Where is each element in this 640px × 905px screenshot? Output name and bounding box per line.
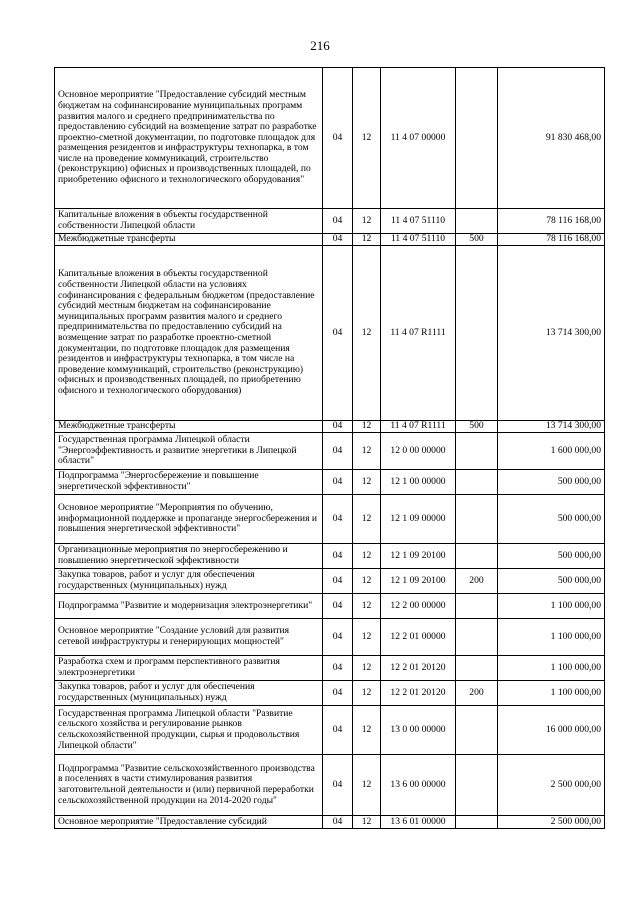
section-cell: 04 bbox=[323, 246, 353, 421]
amount-cell: 1 600 000,00 bbox=[498, 433, 605, 470]
row-name-cell: Капитальные вложения в объекты государственной собственности Липецкой области на условиях софинансирования с федеральным бюджетом (предоставление субсидий местным бюджетам на софинансирование муниципальных программ развития малого и среднего предпринимательства по предоставлению субсидий на возмещение затрат по разработке проектно-сметной документации, по подготовке площадок для размещения резидентов и инфраструктуры технопарка, в том числе на проведение коммуникаций, строительство (реконструкцию) офисных и производственных площадей, по приобретению офисного и технологического оборудования) bbox=[55, 246, 323, 421]
section-cell: 04 bbox=[323, 421, 353, 433]
target-article-cell: 12 2 00 00000 bbox=[381, 594, 456, 619]
subsection-cell: 12 bbox=[353, 234, 381, 246]
amount-cell: 500 000,00 bbox=[498, 569, 605, 594]
section-cell: 04 bbox=[323, 68, 353, 209]
subsection-cell: 12 bbox=[353, 619, 381, 656]
row-name-cell: Закупка товаров, работ и услуг для обеспечения государственных (муниципальных) нужд bbox=[55, 569, 323, 594]
table-row bbox=[55, 656, 605, 681]
section-cell: 04 bbox=[323, 544, 353, 569]
expense-type-cell bbox=[456, 470, 498, 495]
section-cell: 04 bbox=[323, 470, 353, 495]
row-name-cell: Разработка схем и программ перспективного развития электроэнергетики bbox=[55, 656, 323, 681]
row-name-cell: Основное мероприятие "Создание условий для развития сетевой инфраструктуры и генерирующих мощностей" bbox=[55, 619, 323, 656]
target-article-cell: 12 2 01 00000 bbox=[381, 619, 456, 656]
row-name-cell: Основное мероприятие "Предоставление субсидий местным бюджетам на софинансирование муниципальных программ развития малого и среднего предпринимательства по предоставлению субсидий на возмещение затрат по разработке проектно-сметной документации, по подготовке площадок для размещения резидентов и инфраструктуры технопарка, в том числе на проведение коммуникаций, строительство (реконструкцию) офисных и производственных площадей, по приобретению офисного и технологического оборудования" bbox=[55, 68, 323, 209]
row-name-cell: Межбюджетные трансферты bbox=[55, 421, 323, 433]
expense-type-cell bbox=[456, 246, 498, 421]
table-row bbox=[55, 495, 605, 544]
amount-cell: 13 714 300,00 bbox=[498, 421, 605, 433]
table-row bbox=[55, 544, 605, 569]
target-article-cell: 13 6 00 00000 bbox=[381, 755, 456, 816]
subsection-cell: 12 bbox=[353, 246, 381, 421]
table-row bbox=[55, 569, 605, 594]
expense-type-cell bbox=[456, 816, 498, 829]
amount-cell: 500 000,00 bbox=[498, 495, 605, 544]
table-row bbox=[55, 209, 605, 234]
table-row bbox=[55, 68, 605, 209]
target-article-cell: 11 4 07 00000 bbox=[381, 68, 456, 209]
table-row bbox=[55, 433, 605, 470]
section-cell: 04 bbox=[323, 209, 353, 234]
subsection-cell: 12 bbox=[353, 470, 381, 495]
subsection-cell: 12 bbox=[353, 433, 381, 470]
target-article-cell: 12 1 09 20100 bbox=[381, 569, 456, 594]
expense-type-cell bbox=[456, 544, 498, 569]
expense-type-cell: 500 bbox=[456, 421, 498, 433]
subsection-cell: 12 bbox=[353, 681, 381, 706]
amount-cell: 1 100 000,00 bbox=[498, 594, 605, 619]
expense-type-cell bbox=[456, 68, 498, 209]
table-row bbox=[55, 246, 605, 421]
subsection-cell: 12 bbox=[353, 706, 381, 755]
table-row bbox=[55, 619, 605, 656]
target-article-cell: 12 2 01 20120 bbox=[381, 656, 456, 681]
section-cell: 04 bbox=[323, 656, 353, 681]
expense-type-cell bbox=[456, 656, 498, 681]
subsection-cell: 12 bbox=[353, 755, 381, 816]
table-row bbox=[55, 755, 605, 816]
expense-type-cell bbox=[456, 706, 498, 755]
table-row bbox=[55, 234, 605, 246]
subsection-cell: 12 bbox=[353, 816, 381, 829]
section-cell: 04 bbox=[323, 755, 353, 816]
section-cell: 04 bbox=[323, 816, 353, 829]
target-article-cell: 12 1 09 00000 bbox=[381, 495, 456, 544]
section-cell: 04 bbox=[323, 433, 353, 470]
row-name-cell: Межбюджетные трансферты bbox=[55, 234, 323, 246]
expense-type-cell bbox=[456, 594, 498, 619]
section-cell: 04 bbox=[323, 594, 353, 619]
expense-type-cell bbox=[456, 755, 498, 816]
table-row bbox=[55, 816, 605, 829]
table-row bbox=[55, 681, 605, 706]
row-name-cell: Капитальные вложения в объекты государственной собственности Липецкой области bbox=[55, 209, 323, 234]
budget-table-body bbox=[55, 68, 605, 829]
target-article-cell: 11 4 07 51110 bbox=[381, 209, 456, 234]
section-cell: 04 bbox=[323, 681, 353, 706]
expense-type-cell bbox=[456, 433, 498, 470]
subsection-cell: 12 bbox=[353, 495, 381, 544]
expense-type-cell bbox=[456, 209, 498, 234]
subsection-cell: 12 bbox=[353, 569, 381, 594]
row-name-cell: Подпрограмма "Развитие сельскохозяйственного производства в поселениях в части стимулирования развития заготовительной деятельности и (или) первичной переработки сельскохозяйственной продукции на 2014-2020 годы" bbox=[55, 755, 323, 816]
target-article-cell: 12 1 09 20100 bbox=[381, 544, 456, 569]
amount-cell: 1 100 000,00 bbox=[498, 656, 605, 681]
row-name-cell: Подпрограмма "Развитие и модернизация электроэнергетики" bbox=[55, 594, 323, 619]
table-row bbox=[55, 421, 605, 433]
row-name-cell: Закупка товаров, работ и услуг для обеспечения государственных (муниципальных) нужд bbox=[55, 681, 323, 706]
expense-type-cell: 500 bbox=[456, 234, 498, 246]
row-name-cell: Основное мероприятие "Предоставление субсидий bbox=[55, 816, 323, 829]
expense-type-cell bbox=[456, 495, 498, 544]
budget-table bbox=[54, 67, 605, 829]
expense-type-cell: 200 bbox=[456, 681, 498, 706]
page-number: 216 bbox=[310, 38, 330, 53]
amount-cell: 500 000,00 bbox=[498, 470, 605, 495]
section-cell: 04 bbox=[323, 234, 353, 246]
subsection-cell: 12 bbox=[353, 68, 381, 209]
section-cell: 04 bbox=[323, 619, 353, 656]
amount-cell: 16 000 000,00 bbox=[498, 706, 605, 755]
amount-cell: 1 100 000,00 bbox=[498, 681, 605, 706]
row-name-cell: Основное мероприятие "Мероприятия по обучению, информационной поддержке и пропаганде энергосбережения и повышения энергетической эффективности" bbox=[55, 495, 323, 544]
amount-cell: 13 714 300,00 bbox=[498, 246, 605, 421]
amount-cell: 78 116 168,00 bbox=[498, 209, 605, 234]
row-name-cell: Государственная программа Липецкой области "Энергоэффективность и развитие энергетики в Липецкой области" bbox=[55, 433, 323, 470]
amount-cell: 2 500 000,00 bbox=[498, 816, 605, 829]
target-article-cell: 11 4 07 51110 bbox=[381, 234, 456, 246]
table-row bbox=[55, 470, 605, 495]
amount-cell: 2 500 000,00 bbox=[498, 755, 605, 816]
amount-cell: 78 116 168,00 bbox=[498, 234, 605, 246]
expense-type-cell: 200 bbox=[456, 569, 498, 594]
target-article-cell: 13 6 01 00000 bbox=[381, 816, 456, 829]
target-article-cell: 13 0 00 00000 bbox=[381, 706, 456, 755]
subsection-cell: 12 bbox=[353, 656, 381, 681]
row-name-cell: Государственная программа Липецкой области "Развитие сельского хозяйства и регулирование рынков сельскохозяйственной продукции, сырья и продовольствия Липецкой области" bbox=[55, 706, 323, 755]
row-name-cell: Организационные мероприятия по энергосбережению и повышению энергетической эффективности bbox=[55, 544, 323, 569]
amount-cell: 91 830 468,00 bbox=[498, 68, 605, 209]
target-article-cell: 12 1 00 00000 bbox=[381, 470, 456, 495]
amount-cell: 500 000,00 bbox=[498, 544, 605, 569]
target-article-cell: 12 2 01 20120 bbox=[381, 681, 456, 706]
section-cell: 04 bbox=[323, 495, 353, 544]
section-cell: 04 bbox=[323, 706, 353, 755]
target-article-cell: 11 4 07 R1111 bbox=[381, 421, 456, 433]
subsection-cell: 12 bbox=[353, 544, 381, 569]
section-cell: 04 bbox=[323, 569, 353, 594]
subsection-cell: 12 bbox=[353, 594, 381, 619]
subsection-cell: 12 bbox=[353, 209, 381, 234]
subsection-cell: 12 bbox=[353, 421, 381, 433]
amount-cell: 1 100 000,00 bbox=[498, 619, 605, 656]
table-row bbox=[55, 706, 605, 755]
expense-type-cell bbox=[456, 619, 498, 656]
target-article-cell: 11 4 07 R1111 bbox=[381, 246, 456, 421]
table-row bbox=[55, 594, 605, 619]
target-article-cell: 12 0 00 00000 bbox=[381, 433, 456, 470]
row-name-cell: Подпрограмма "Энергосбережение и повышение энергетической эффективности" bbox=[55, 470, 323, 495]
